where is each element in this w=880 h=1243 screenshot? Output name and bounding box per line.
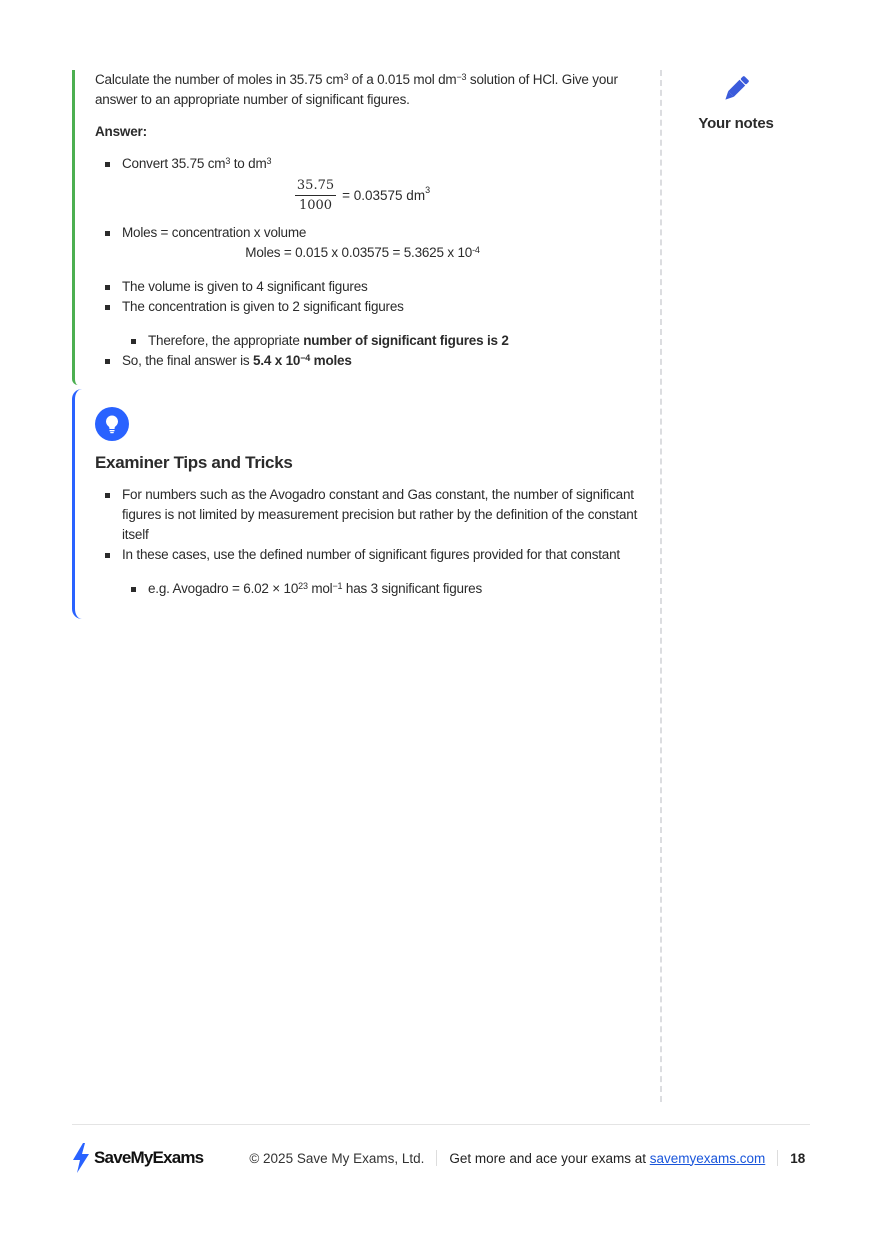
lightbulb-icon [95, 407, 129, 441]
your-notes-label: Your notes [698, 115, 774, 132]
footer [72, 1140, 810, 1176]
promo-text: Get more and ace your exams at savemyexams.com [449, 1150, 766, 1166]
moles-step: Moles = concentration x volume [95, 223, 650, 243]
examiner-tips-box [72, 389, 650, 619]
logo[interactable] [72, 1143, 203, 1173]
pencil-icon [719, 72, 753, 106]
moles-calculation: Moles = 0.015 x 0.03575 = 5.3625 x $10^{-4}$ [245, 245, 480, 260]
therefore-step: Therefore, the appropriate number of significant figures is 2 [95, 331, 650, 351]
tip-item: In these cases, use the defined number of significant figures provided for that constant [95, 545, 650, 565]
logo-text: SaveMyExams [94, 1148, 204, 1167]
tips-title: Examiner Tips and Tricks [95, 453, 293, 472]
volume-sf-step: The volume is given to 4 significant figures [95, 277, 650, 297]
footer-divider [72, 1124, 810, 1125]
final-answer-step: So, the final answer is 5.4 x $10^{-4}$ moles [95, 351, 650, 371]
answer-label: Answer: [95, 124, 147, 139]
fraction [295, 178, 336, 213]
page-number: 18 [790, 1150, 806, 1166]
fraction-result: = 0.03575 $dm^3$ [342, 185, 431, 203]
convert-step: Convert 35.75 $cm^3$ to $dm^3$ [95, 154, 650, 174]
tip-item: For numbers such as the Avogadro constant and Gas constant, the number of significant figures is not limited by measurement precision but rather by the definition of the constant itself [95, 485, 650, 545]
main-content [72, 70, 650, 619]
tips-list [95, 485, 650, 565]
answer-steps [95, 154, 650, 174]
lightning-bolt-icon [72, 1143, 90, 1173]
footer-separator [777, 1150, 778, 1166]
tip-subitem: e.g. Avogadro = $6.02 \times 10^{23}$ mol$^{-1}$ has 3 significant figures [95, 579, 650, 599]
savemyexams-link[interactable]: savemyexams.com [649, 1150, 766, 1166]
copyright-text: © 2025 Save My Exams, Ltd. [249, 1150, 425, 1166]
fraction-equation [95, 178, 650, 213]
worked-example [72, 70, 650, 385]
your-notes-panel [692, 72, 780, 132]
footer-separator [436, 1150, 437, 1166]
fraction-denominator: 1000 [298, 198, 333, 213]
concentration-sf-step: The concentration is given to 2 significant figures [95, 297, 650, 317]
question-text: Calculate the number of moles in 35.75 $cm^3$ of a 0.015 mol $dm^{-3}$ solution of HCl. Give your answer to an appropriate number of significant figures. [95, 72, 618, 107]
notes-divider [660, 70, 662, 1102]
fraction-numerator: 35.75 [295, 178, 336, 196]
